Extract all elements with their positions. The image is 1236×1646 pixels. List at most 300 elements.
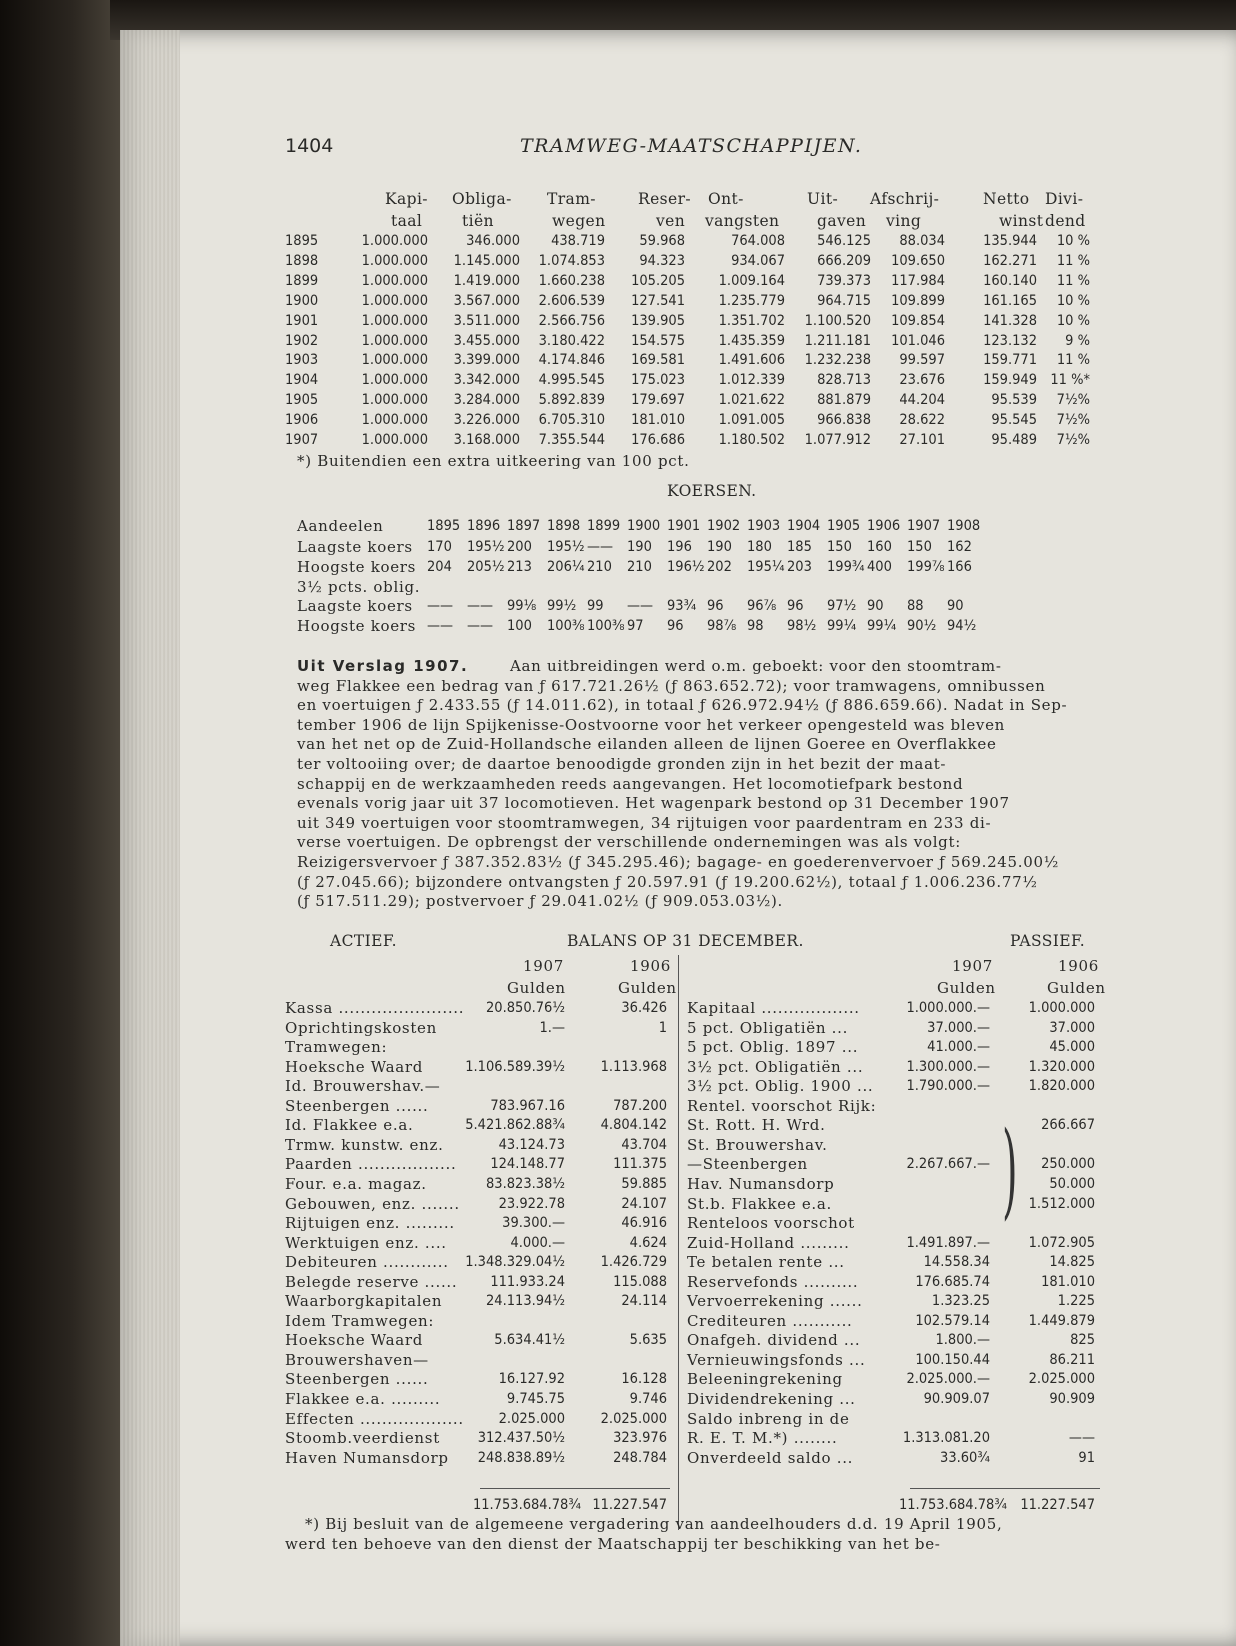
actief-1906: 5.635 xyxy=(629,1332,667,1349)
column-header: dend xyxy=(1045,212,1086,230)
table-cell: 964.715 xyxy=(817,292,871,309)
koers-value: —— xyxy=(467,598,494,614)
year-heading: 1906 xyxy=(630,957,671,975)
koers-year: 1904 xyxy=(787,518,821,534)
koers-value: 150 xyxy=(827,539,852,555)
actief-label: Id. Brouwershav.— xyxy=(285,1077,441,1096)
actief-1906: 323.976 xyxy=(613,1430,667,1447)
passief-1907: 1.790.000.— xyxy=(906,1078,990,1095)
koers-value: 98 xyxy=(747,618,764,634)
actief-1906: 36.426 xyxy=(621,1000,667,1016)
table-cell: 3.455.000 xyxy=(453,332,520,349)
actief-label: Effecten ................... xyxy=(285,1409,464,1428)
table-cell: 9 % xyxy=(1065,332,1090,349)
actief-label: Kassa ....................... xyxy=(285,999,465,1017)
passief-1906: 1.320.000 xyxy=(1028,1058,1095,1075)
total-rule xyxy=(910,1488,1100,1489)
table-cell: 109.650 xyxy=(891,252,945,269)
table-cell: 1.000.000 xyxy=(361,332,428,349)
koers-label: Laagste koers xyxy=(297,597,413,615)
koers-value: 88 xyxy=(907,598,924,614)
verslag-line: ter voltooiing over; de daartoe benoodigde gronden zijn in het bezit der maat- xyxy=(297,755,947,773)
passief-1907: 33.60¾ xyxy=(940,1449,990,1466)
koers-year: 1895 xyxy=(427,518,461,534)
year-heading: 1907 xyxy=(523,957,564,975)
table-cell: 7.355.544 xyxy=(538,432,605,448)
passief-1906: 91 xyxy=(1078,1449,1095,1466)
actief-1907: 111.933.24 xyxy=(490,1273,565,1290)
row-year: 1901 xyxy=(285,312,319,329)
table-cell: 159.949 xyxy=(983,372,1037,389)
passief-1906: 1.449.879 xyxy=(1028,1312,1095,1329)
table-cell: 176.686 xyxy=(631,432,685,448)
actief-1907: 43.124.73 xyxy=(498,1136,565,1153)
koers-value: 96 xyxy=(787,598,804,614)
passief-label: Crediteuren ........... xyxy=(687,1311,853,1330)
table-cell: 3.511.000 xyxy=(453,312,520,329)
table-cell: 11 %* xyxy=(1050,372,1090,389)
passief-label: —Steenbergen xyxy=(687,1155,808,1174)
verslag-line: weg Flakkee een bedrag van ƒ 617.721.26½ (ƒ 863.652.72); voor tramwagens, omnibussen xyxy=(297,676,1046,695)
table-cell: 1.000.000 xyxy=(361,292,428,309)
table-cell: 179.697 xyxy=(631,392,685,409)
column-header: Kapi- xyxy=(385,190,428,208)
table-cell: 1.000.000 xyxy=(361,312,428,329)
table-cell: 7½% xyxy=(1056,412,1090,429)
passief-1907: 1.491.897.— xyxy=(906,1234,990,1251)
table-cell: 3.342.000 xyxy=(453,372,520,389)
koers-year: 1898 xyxy=(547,518,581,534)
koers-label: Laagste koers xyxy=(297,538,413,556)
table-cell: 95.489 xyxy=(991,432,1037,448)
actief-label: Haven Numansdorp xyxy=(285,1448,449,1467)
passief-1906: 1.512.000 xyxy=(1028,1195,1095,1212)
actief-1906: 1.426.729 xyxy=(600,1254,667,1271)
actief-1906: 24.107 xyxy=(621,1195,667,1212)
table-cell: 95.545 xyxy=(991,412,1037,429)
table-cell: 666.209 xyxy=(817,252,871,269)
table-cell: 1.100.520 xyxy=(804,312,871,329)
actief-label: Tramwegen: xyxy=(285,1038,388,1057)
total-actief-1906: 11.227.547 xyxy=(592,1497,667,1513)
table-cell: 4.995.545 xyxy=(538,372,605,389)
table-cell: 101.046 xyxy=(891,332,945,349)
table-cell: 1.660.238 xyxy=(538,272,605,289)
column-header: Ont- xyxy=(708,190,744,208)
passief-label: Zuid-Holland ......... xyxy=(687,1233,850,1252)
koers-value: 205½ xyxy=(467,559,505,575)
koers-value: 99⅛ xyxy=(507,598,537,614)
year-heading: 1906 xyxy=(1058,957,1099,975)
table-cell: 175.023 xyxy=(631,372,685,389)
koers-value: 199¾ xyxy=(827,559,865,575)
koers-year: 1907 xyxy=(907,518,941,534)
koersen-title: KOERSEN. xyxy=(667,482,757,500)
actief-label: Brouwershaven— xyxy=(285,1350,429,1369)
actief-label: Belegde reserve ...... xyxy=(285,1272,458,1291)
verslag-line: verse voertuigen. De opbrengst der verschillende ondernemingen was als volgt: xyxy=(297,833,961,852)
actief-label: Waarborgkapitalen xyxy=(285,1292,443,1311)
table-cell: 1.000.000 xyxy=(361,352,428,369)
table-cell: 11 % xyxy=(1056,352,1090,369)
table-cell: 1.180.502 xyxy=(718,432,785,448)
table-cell: 1.021.622 xyxy=(718,392,785,409)
table-cell: 127.541 xyxy=(631,292,685,309)
actief-label: Oprichtingskosten xyxy=(285,1018,437,1037)
koers-value: 202 xyxy=(707,559,732,575)
column-divider xyxy=(678,955,679,1530)
actief-label: Werktuigen enz. .... xyxy=(285,1233,447,1252)
unit-heading: Gulden xyxy=(937,979,996,997)
passief-label: PASSIEF. xyxy=(1010,932,1086,950)
actief-1907: 5.421.862.88¾ xyxy=(465,1117,565,1134)
passief-label: Te betalen rente ... xyxy=(687,1253,845,1272)
table-cell: 1.091.005 xyxy=(718,412,785,429)
passief-1907: 1.300.000.— xyxy=(906,1058,990,1075)
passief-1907: 37.000.— xyxy=(927,1019,990,1036)
koers-value: 190 xyxy=(627,539,652,555)
passief-1907: 1.800.— xyxy=(935,1332,990,1349)
table-cell: 346.000 xyxy=(466,233,520,249)
verslag-line: Aan uitbreidingen werd o.m. geboekt: voor den stoomtram- xyxy=(510,657,1002,675)
verslag-line: en voertuigen ƒ 2.433.55 (ƒ 14.011.62), in totaal ƒ 626.972.94½ (ƒ 886.659.66). Nadat in Sep- xyxy=(297,696,1068,715)
koers-value: 195½ xyxy=(467,539,505,555)
koers-value: 90½ xyxy=(907,618,937,634)
actief-1907: 16.127.92 xyxy=(498,1371,565,1388)
koers-value: 195½ xyxy=(547,539,585,555)
table-cell: 95.539 xyxy=(991,392,1037,409)
passief-label: Reservefonds .......... xyxy=(687,1272,859,1291)
actief-1907: 1.348.329.04½ xyxy=(465,1254,565,1271)
row-year: 1902 xyxy=(285,332,319,349)
table-cell: 1.000.000 xyxy=(361,372,428,389)
table-cell: 3.399.000 xyxy=(453,352,520,369)
koers-value: 204 xyxy=(427,559,452,575)
table-cell: 1.000.000 xyxy=(361,392,428,409)
column-header: Divi- xyxy=(1045,190,1084,208)
row-year: 1907 xyxy=(285,432,319,448)
table-cell: 1.000.000 xyxy=(361,432,428,448)
koers-value: 400 xyxy=(867,559,892,575)
row-year: 1904 xyxy=(285,372,319,389)
passief-1907: 102.579.14 xyxy=(915,1312,990,1329)
table-cell: 3.226.000 xyxy=(453,412,520,429)
table-cell: 1.351.702 xyxy=(718,312,785,329)
koers-value: 94½ xyxy=(947,618,977,634)
table-cell: 7½% xyxy=(1056,392,1090,409)
column-header: Obliga- xyxy=(452,190,512,208)
table-footnote: *) Buitendien een extra uitkeering van 100 pct. xyxy=(297,452,690,470)
verslag-line: schappij en de werkzaamheden reeds aangevangen. Het locomotiefpark bestond xyxy=(297,774,964,793)
table-cell: 966.838 xyxy=(817,412,871,429)
koers-value: 90 xyxy=(947,598,964,614)
actief-label: Steenbergen ...... xyxy=(285,1096,429,1115)
year-heading: 1907 xyxy=(952,957,993,975)
koers-value: 199⅞ xyxy=(907,559,945,575)
column-header: wegen xyxy=(552,212,606,230)
table-cell: 59.968 xyxy=(639,233,685,249)
actief-label: Stoomb.veerdienst xyxy=(285,1429,440,1448)
actief-label: Rijtuigen enz. ......... xyxy=(285,1214,455,1233)
verslag-line: Reizigersvervoer ƒ 387.352.83½ (ƒ 345.295.46); bagage- en goederenvervoer ƒ 569.245.00½ xyxy=(297,853,1059,871)
koers-year: 1903 xyxy=(747,518,781,534)
page-stack-edges xyxy=(120,30,180,1646)
table-cell: 23.676 xyxy=(899,372,945,389)
column-header: Uit- xyxy=(807,190,839,208)
table-cell: 3.567.000 xyxy=(453,292,520,309)
passief-1907: 14.558.34 xyxy=(923,1254,990,1271)
passief-1907: 176.685.74 xyxy=(915,1273,990,1290)
passief-label: Dividendrekening ... xyxy=(687,1390,856,1408)
row-year: 1903 xyxy=(285,352,319,369)
koers-value: 150 xyxy=(907,539,932,555)
balans-title: BALANS OP 31 DECEMBER. xyxy=(567,932,804,950)
actief-1907: 124.148.77 xyxy=(490,1156,565,1173)
total-passief-1906: 11.227.547 xyxy=(1020,1497,1095,1513)
actief-1906: 4.624 xyxy=(629,1234,667,1251)
table-cell: 169.581 xyxy=(631,352,685,369)
table-cell: 4.174.846 xyxy=(538,352,605,369)
table-cell: 1.077.912 xyxy=(804,432,871,448)
koers-value: 195¼ xyxy=(747,559,785,575)
table-cell: 181.010 xyxy=(631,412,685,429)
koers-value: 200 xyxy=(507,539,532,555)
koers-value: 99¼ xyxy=(827,618,857,634)
table-cell: 1.435.359 xyxy=(718,332,785,349)
actief-1907: 4.000.— xyxy=(510,1234,565,1251)
table-cell: 154.575 xyxy=(631,332,685,349)
passief-label: Onafgeh. dividend ... xyxy=(687,1331,861,1350)
passief-label: St. Rott. H. Wrd. xyxy=(687,1116,826,1135)
actief-1906: 59.885 xyxy=(621,1175,667,1192)
actief-1907: 9.745.75 xyxy=(506,1391,565,1407)
table-cell: 1.000.000 xyxy=(361,412,428,429)
column-header: winst xyxy=(999,212,1044,230)
passief-label: Vernieuwingsfonds ... xyxy=(687,1350,866,1369)
passief-1906: 1.820.000 xyxy=(1028,1078,1095,1095)
balans-footnote: werd ten behoeve van den dienst der Maatschappij ter beschikking van het be- xyxy=(285,1534,941,1553)
actief-1906: 16.128 xyxy=(621,1371,667,1388)
table-cell: 1.235.779 xyxy=(718,292,785,309)
row-year: 1900 xyxy=(285,292,319,309)
table-cell: 109.854 xyxy=(891,312,945,329)
column-header: Tram- xyxy=(547,190,596,208)
verslag-line: tember 1906 de lijn Spijkenisse-Oostvoorne voor het verkeer opengesteld was bleven xyxy=(297,715,1006,734)
passief-1906: 266.667 xyxy=(1041,1117,1095,1134)
koers-value: 96 xyxy=(707,598,724,614)
koers-value: 210 xyxy=(627,559,652,575)
table-cell: 1.009.164 xyxy=(718,272,785,289)
table-cell: 438.719 xyxy=(551,233,605,249)
actief-1906: 46.916 xyxy=(621,1215,667,1232)
table-cell: 28.622 xyxy=(899,412,945,429)
koers-value: 100⅜ xyxy=(547,618,585,634)
verslag-line: uit 349 voertuigen voor stoomtramwegen, 34 rijtuigen voor paardentram en 233 di- xyxy=(297,813,992,832)
table-cell: 11 % xyxy=(1056,252,1090,269)
koers-year: 1899 xyxy=(587,518,621,534)
koers-value: —— xyxy=(627,598,654,614)
book-spine-shadow xyxy=(0,0,120,1646)
actief-label: Four. e.a. magaz. xyxy=(285,1174,427,1193)
actief-1907: 1.106.589.39½ xyxy=(465,1058,565,1075)
koers-value: 98½ xyxy=(787,618,817,634)
koers-value: 160 xyxy=(867,539,892,555)
total-rule xyxy=(480,1488,670,1489)
passief-label: Onverdeeld saldo ... xyxy=(687,1448,854,1467)
unit-heading: Gulden xyxy=(1047,979,1106,997)
table-cell: 10 % xyxy=(1056,292,1090,309)
row-year: 1899 xyxy=(285,272,319,289)
passief-label: St.b. Flakkee e.a. xyxy=(687,1194,833,1213)
bracket-rentel-voorschot: ) xyxy=(1002,1112,1018,1232)
table-cell: 6.705.310 xyxy=(538,412,605,429)
table-cell: 160.140 xyxy=(983,272,1037,289)
koers-value: —— xyxy=(427,598,454,614)
passief-1906: 825 xyxy=(1070,1332,1095,1349)
actief-label: Paarden .................. xyxy=(285,1155,457,1174)
passief-1906: —— xyxy=(1068,1430,1095,1447)
actief-1907: 20.850.76½ xyxy=(485,1000,565,1016)
column-header: ving xyxy=(886,212,922,230)
table-cell: 1.145.000 xyxy=(453,252,520,269)
koers-value: 100 xyxy=(507,618,532,634)
table-cell: 1.211.181 xyxy=(804,332,871,349)
koers-value: 210 xyxy=(587,559,612,575)
koers-value: 97 xyxy=(627,618,644,634)
table-cell: 881.879 xyxy=(817,392,871,409)
actief-label: Hoeksche Waard xyxy=(285,1057,424,1076)
actief-1907: 23.922.78 xyxy=(498,1195,565,1212)
table-cell: 162.271 xyxy=(983,252,1037,269)
actief-label: Steenbergen ...... xyxy=(285,1370,429,1389)
unit-heading: Gulden xyxy=(618,979,677,997)
column-header: ven xyxy=(656,212,686,230)
passief-1906: 50.000 xyxy=(1049,1175,1095,1192)
passief-1907: 2.267.667.— xyxy=(906,1156,990,1173)
passief-1907: 90.909.07 xyxy=(923,1391,990,1407)
passief-1906: 2.025.000 xyxy=(1028,1371,1095,1388)
table-cell: 7½% xyxy=(1056,432,1090,448)
koers-value: 99½ xyxy=(547,598,577,614)
koers-value: —— xyxy=(587,539,614,555)
table-cell: 1.074.853 xyxy=(538,252,605,269)
koers-year: 1908 xyxy=(947,518,981,534)
passief-1906: 1.225 xyxy=(1057,1293,1095,1310)
table-cell: 546.125 xyxy=(817,233,871,249)
passief-1907: 1.000.000.— xyxy=(906,1000,990,1016)
table-cell: 1.012.339 xyxy=(718,372,785,389)
table-cell: 739.373 xyxy=(817,272,871,289)
passief-1907: 41.000.— xyxy=(927,1039,990,1056)
row-year: 1898 xyxy=(285,252,319,269)
actief-1907: 312.437.50½ xyxy=(477,1430,565,1447)
total-passief-1907: 11.753.684.78¾ xyxy=(898,1497,1007,1513)
column-header: taal xyxy=(391,212,423,230)
koers-value: 166 xyxy=(947,559,972,575)
actief-1906: 1 xyxy=(658,1019,667,1036)
passief-1906: 45.000 xyxy=(1049,1039,1095,1056)
verslag-lead: Uit Verslag 1907. xyxy=(297,657,469,675)
table-cell: 10 % xyxy=(1056,312,1090,329)
column-header: gaven xyxy=(817,212,867,230)
passief-1906: 250.000 xyxy=(1041,1156,1095,1173)
actief-label: ACTIEF. xyxy=(330,932,397,950)
koers-value: —— xyxy=(467,618,494,634)
table-cell: 1.232.238 xyxy=(804,352,871,369)
koers-value: 90 xyxy=(867,598,884,614)
passief-1907: 2.025.000.— xyxy=(906,1371,990,1388)
passief-label: 5 pct. Oblig. 1897 ... xyxy=(687,1038,859,1057)
table-cell: 123.132 xyxy=(983,332,1037,349)
actief-1906: 787.200 xyxy=(613,1097,667,1114)
actief-1906: 4.804.142 xyxy=(600,1117,667,1134)
verslag-line: (ƒ 517.511.29); postvervoer ƒ 29.041.02½ (ƒ 909.053.03½). xyxy=(297,892,784,911)
koers-value: 190 xyxy=(707,539,732,555)
table-cell: 1.419.000 xyxy=(453,272,520,289)
table-cell: 161.165 xyxy=(983,292,1037,309)
table-cell: 10 % xyxy=(1056,233,1090,249)
passief-label: 3½ pct. Obligatiën ... xyxy=(687,1057,864,1076)
actief-1907: 2.025.000 xyxy=(498,1410,565,1427)
passief-1907: 100.150.44 xyxy=(915,1351,990,1368)
actief-label: Trmw. kunstw. enz. xyxy=(285,1135,444,1154)
table-cell: 99.597 xyxy=(899,352,945,369)
koers-year: 1896 xyxy=(467,518,501,534)
table-cell: 135.944 xyxy=(983,233,1037,249)
table-cell: 934.067 xyxy=(731,252,785,269)
actief-1906: 248.784 xyxy=(613,1449,667,1466)
actief-1907: 5.634.41½ xyxy=(494,1332,565,1349)
table-cell: 159.771 xyxy=(983,352,1037,369)
koers-value: 96 xyxy=(667,618,684,634)
page-number: 1404 xyxy=(285,135,334,157)
unit-heading: Gulden xyxy=(507,979,566,997)
passief-label: Beleeningrekening xyxy=(687,1370,843,1389)
aandeelen-label: Aandeelen xyxy=(297,517,384,535)
actief-1906: 115.088 xyxy=(613,1273,667,1290)
running-title: TRAMWEG-MAATSCHAPPIJEN. xyxy=(520,135,863,157)
table-cell: 2.566.756 xyxy=(538,312,605,329)
table-cell: 94.323 xyxy=(639,252,685,269)
passief-1907: 1.323.25 xyxy=(931,1293,990,1310)
actief-1907: 39.300.— xyxy=(502,1215,565,1232)
table-cell: 3.168.000 xyxy=(453,432,520,448)
koers-value: 203 xyxy=(787,559,812,575)
passief-label: Renteloos voorschot xyxy=(687,1214,855,1233)
koers-value: 96⅞ xyxy=(747,598,777,614)
table-cell: 141.328 xyxy=(983,312,1037,329)
table-cell: 2.606.539 xyxy=(538,292,605,309)
actief-1907: 783.967.16 xyxy=(490,1097,565,1114)
koers-year: 1906 xyxy=(867,518,901,534)
koers-value: 97½ xyxy=(827,598,857,614)
row-year: 1906 xyxy=(285,412,319,429)
actief-1907: 248.838.89½ xyxy=(477,1449,565,1466)
koers-label: Hoogste koers xyxy=(297,558,417,576)
passief-1906: 181.010 xyxy=(1041,1273,1095,1290)
koers-value: 196½ xyxy=(667,559,705,575)
actief-1906: 1.113.968 xyxy=(600,1058,667,1075)
balans-footnote: *) Bij besluit van de algemeene vergadering van aandeelhouders d.d. 19 April 1905, xyxy=(305,1515,1003,1533)
passief-label: 3½ pct. Oblig. 1900 ... xyxy=(687,1077,874,1096)
koers-value: 196 xyxy=(667,539,692,555)
actief-label: Debiteuren ............ xyxy=(285,1253,449,1272)
passief-1906: 90.909 xyxy=(1049,1391,1095,1407)
table-cell: 11 % xyxy=(1056,272,1090,289)
table-cell: 105.205 xyxy=(631,272,685,289)
table-cell: 117.984 xyxy=(891,272,945,289)
passief-1906: 14.825 xyxy=(1049,1254,1095,1271)
